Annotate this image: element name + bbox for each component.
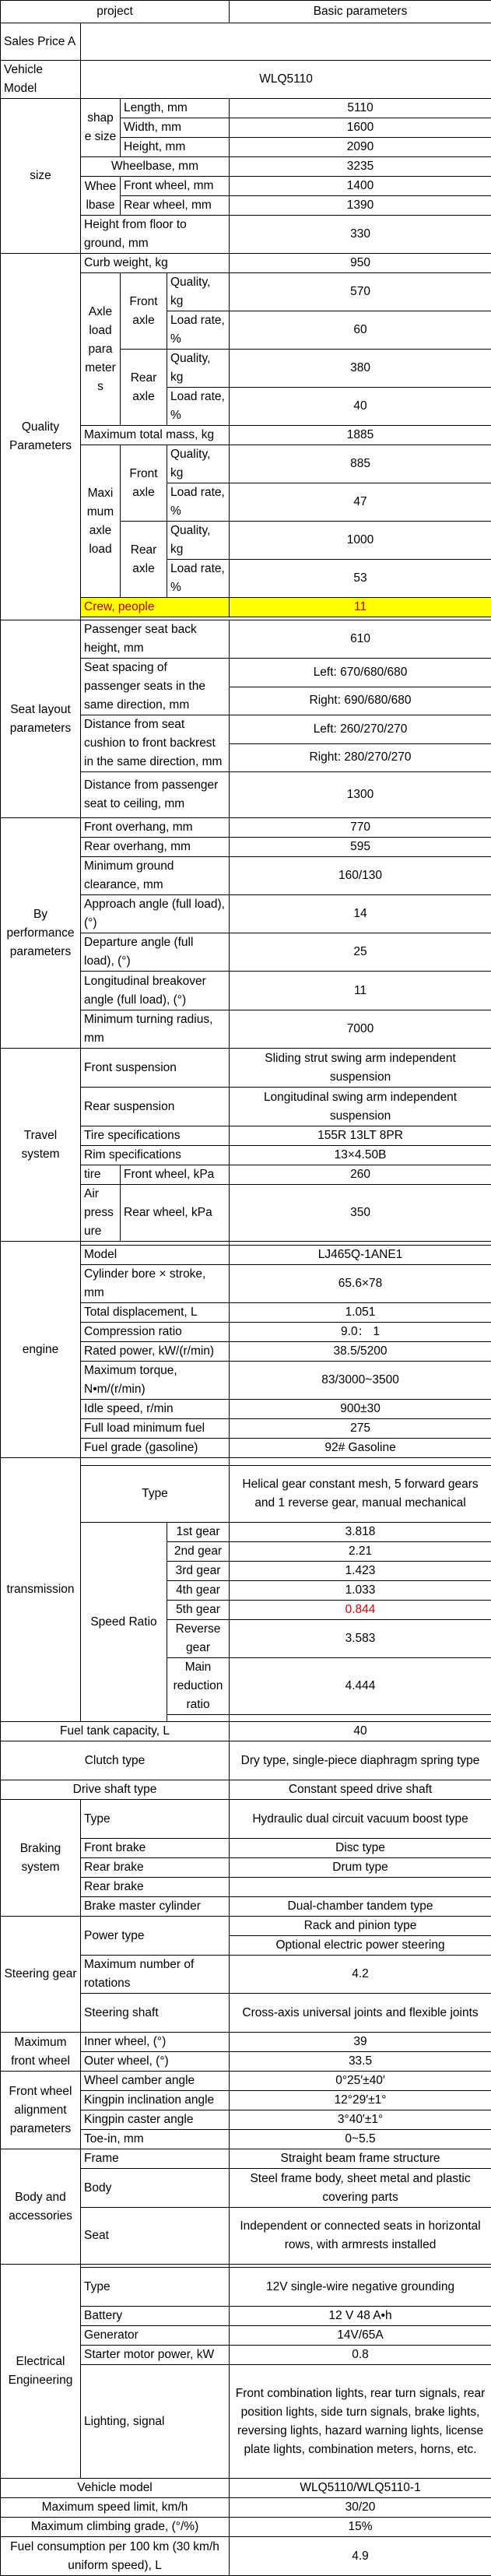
frame-row [1,2149,491,2169]
width-value: 1600 [230,118,491,138]
ceiling-label: Distance from passenger seat to ceiling, mm [81,772,230,818]
length-label: Length, mm [121,99,230,118]
trans-spacer-row [1,1458,491,1466]
axle-front-label: Front axle [121,273,167,350]
generator-value: 14V/65A [230,2326,491,2346]
kingpin-inc-label: Kingpin inclination angle [81,2091,230,2110]
load-rate-label: Load rate, % [167,388,230,426]
cushion-left: Left: 260/270/270 [230,715,491,744]
crew-label: Crew, people [81,598,230,617]
floor-label: Height from floor to ground, mm [81,216,230,254]
header-basic: Basic parameters [230,1,491,23]
seat-back-value: 610 [230,620,491,659]
clutch-row [1,1741,491,1780]
body-section-label: Body and accessories [1,2149,81,2265]
curb-label: Curb weight, kg [81,254,230,273]
height-label: Height, mm [121,138,230,157]
clearance-label: Minimum ground clearance, mm [81,857,230,895]
gear5-value: 0.844 [230,1601,491,1620]
rear-susp-label: Rear suspension [81,1088,230,1126]
seat-back-label: Passenger seat back height, mm [81,620,230,659]
vehicle-model-value: WLQ5110 [81,61,491,99]
front-kpa-label: Front wheel, kPa [121,1165,230,1185]
front-wheel-value: 1400 [230,177,491,196]
rear-kpa-value: 350 [230,1185,491,1242]
max-front-q-value: 885 [230,445,491,483]
starter-label: Starter motor power, kW [81,2346,230,2365]
ceiling-value: 1300 [230,772,491,818]
axle-rear-q-value: 380 [230,350,491,388]
gear3-label: 3rd gear [167,1562,230,1581]
wheelbase-label: Wheelbase, mm [81,157,230,177]
brake-type-row [1,1800,491,1839]
front-over-row [1,818,491,838]
seat-back-row [1,620,491,659]
height-value: 2090 [230,138,491,157]
seat-spacing-right: Right: 690/680/680 [230,687,491,715]
rotations-label: Maximum number of rotations [81,1956,230,1994]
power-value: 38.5/5200 [230,1342,491,1362]
fuel-tank-label: Fuel tank capacity, L [1,1722,230,1741]
performance-section-label: By performance parameters [1,818,81,1049]
max-total-label: Maximum total mass, kg [81,426,230,445]
idle-value: 900±30 [230,1400,491,1419]
camber-label: Wheel camber angle [81,2072,230,2091]
seat-spacing-left: Left: 670/680/680 [230,659,491,687]
battery-label: Battery [81,2307,230,2326]
steer-shaft-label: Steering shaft [81,1994,230,2033]
track-label: Wheelbase [81,177,121,216]
quality-kg-label: Quality, kg [167,445,230,483]
master-cyl-value: Dual-chamber tandem type [230,1897,491,1917]
battery-value: 12 V 48 A•h [230,2307,491,2326]
generator-label: Generator [81,2326,230,2346]
curb-value: 950 [230,254,491,273]
axle-rear-r-value: 40 [230,388,491,426]
axle-front-r-value: 60 [230,311,491,350]
trans-type-value: Helical gear constant mesh, 5 forward gears and 1 reverse gear, manual mechanical [230,1466,491,1523]
breakover-label: Longitudinal breakover angle (full load), (°) [81,972,230,1010]
outer-wheel-label: Outer wheel, (°) [81,2052,230,2072]
comp-value: 9.0： 1 [230,1323,491,1342]
size-section-label: size [1,99,81,254]
vehicle-model-label: Vehicle Model [1,61,81,99]
drive-shaft-row [1,1780,491,1800]
rim-label: Rim specifications [81,1146,230,1165]
fuel-cons-value: 4.9 [230,2537,491,2576]
power-label: Rated power, kW/(r/min) [81,1342,230,1362]
load-rate-label: Load rate, % [167,483,230,522]
electrical-section-label: Electrical Engineering [1,2265,81,2479]
bore-label: Cylinder bore × stroke, mm [81,1265,230,1303]
quality-section-label: Quality Parameters [1,254,81,620]
front-over-value: 770 [230,818,491,838]
steer-shaft-value: Cross-axis universal joints and flexible joints [230,1994,491,2033]
fuel-tank-value: 40 [230,1722,491,1741]
front-brake-label: Front brake [81,1839,230,1858]
gear3-value: 1.423 [230,1562,491,1581]
load-rate-label: Load rate, % [167,560,230,598]
front-wheel-label: Front wheel, mm [121,177,230,196]
seat-body-value: Independent or connected seats in horizontal rows, with armrests installed [230,2208,491,2265]
speed-row [1,2498,491,2518]
steer-power-value-1: Rack and pinion type [230,1917,491,1936]
clutch-label: Clutch type [1,1741,230,1780]
rear-wheel-label: Rear wheel, mm [121,196,230,216]
front-susp-label: Front suspension [81,1049,230,1088]
fuel-tank-row [1,1722,491,1741]
starter-value: 0.8 [230,2346,491,2365]
max-front-r-value: 47 [230,483,491,522]
toe-value: 0~5.5 [230,2130,491,2149]
alignment-section-label: Front wheel alignment parameters [1,2072,81,2149]
rim-value: 13×4.50B [230,1146,491,1165]
vehicle-model-row [1,61,491,99]
lighting-value: Front combination lights, rear turn signals, rear position lights, side turn signals, brake lights, reversing lights, hazard warning lights, license plate lights, combination meters, horns, etc. [230,2365,491,2479]
inner-wheel-row [1,2033,491,2052]
gear4-label: 4th gear [167,1581,230,1601]
tire-label: tire [81,1165,121,1185]
disp-label: Total displacement, L [81,1303,230,1323]
rear-wheel-value: 1390 [230,196,491,216]
size-length-row [1,99,491,118]
braking-section-label: Braking system [1,1800,81,1917]
climb-label: Maximum climbing grade, (°/%) [1,2518,230,2537]
body-label: Body [81,2169,230,2208]
rear-over-label: Rear overhang, mm [81,838,230,857]
max-rear-axle-label: Rear axle [121,522,167,598]
shape-size-label: shape size [81,99,121,157]
outer-wheel-value: 33.5 [230,2052,491,2072]
gear1-value: 3.818 [230,1523,491,1542]
fuel-cons-row [1,2537,491,2576]
speed-value: 30/20 [230,2498,491,2518]
travel-section-label: Travel system [1,1049,81,1242]
turning-label: Minimum turning radius, mm [81,1010,230,1049]
header-project: project [1,1,230,23]
rotations-value: 4.2 [230,1956,491,1994]
trans-type-label: Type [81,1466,230,1523]
breakover-value: 11 [230,972,491,1010]
front-kpa-value: 260 [230,1165,491,1185]
tire-spec-value: 155R 13LT 8PR [230,1126,491,1146]
approach-label: Approach angle (full load), (°) [81,895,230,933]
quality-kg-label: Quality, kg [167,522,230,560]
gear4-value: 1.033 [230,1581,491,1601]
steering-section-label: Steering gear [1,1917,81,2033]
frame-label: Frame [81,2149,230,2169]
transmission-section-label: transmission [1,1458,81,1722]
gear2-value: 2.21 [230,1542,491,1562]
trans-spacer2-b [230,1715,491,1722]
caster-value: 3°40′±1° [230,2110,491,2130]
steer-power-row1 [1,1917,491,1936]
clutch-value: Dry type, single-piece diaphragm spring type [230,1741,491,1780]
tire-spec-label: Tire specifications [81,1126,230,1146]
axle-load-label: Axle load parameters [81,273,121,426]
kingpin-inc-value: 12°29′±1° [230,2091,491,2110]
toe-label: Toe-in, mm [81,2130,230,2149]
drive-shaft-value: Constant speed drive shaft [230,1780,491,1800]
brake-type-value: Hydraulic dual circuit vacuum boost type [230,1800,491,1839]
rear-kpa-label: Rear wheel, kPa [121,1185,230,1242]
main-reduction-value: 4.444 [230,1658,491,1715]
axle-rear-label: Rear axle [121,350,167,426]
climb-row [1,2518,491,2537]
front-over-label: Front overhang, mm [81,818,230,838]
reverse-value: 3.583 [230,1620,491,1658]
max-rear-q-value: 1000 [230,522,491,560]
rear-brake-label: Rear brake [81,1858,230,1878]
trans-spacer-b [230,1458,491,1466]
bore-value: 65.6×78 [230,1265,491,1303]
idle-label: Idle speed, r/min [81,1400,230,1419]
rear-brake2-value [230,1878,491,1897]
main-reduction-label: Main reduction ratio [167,1658,230,1715]
front-susp-value: Sliding strut swing arm independent suspension [230,1049,491,1088]
header-row [1,1,491,23]
disp-value: 1.051 [230,1303,491,1323]
footer-model-label: Vehicle model [1,2479,230,2498]
rear-over-value: 595 [230,838,491,857]
cushion-label: Distance from seat cushion to front backrest in the same direction, mm [81,715,230,772]
max-axle-label: Maximum axle load [81,445,121,598]
frame-value: Straight beam frame structure [230,2149,491,2169]
trans-spacer-a [81,1458,230,1466]
speed-label: Maximum speed limit, km/h [1,2498,230,2518]
cushion-right: Right: 280/270/270 [230,743,491,772]
max-front-axle-label: Front axle [121,445,167,522]
departure-value: 25 [230,933,491,972]
max-rear-r-value: 53 [230,560,491,598]
seat-section-label: Seat layout parameters [1,620,81,818]
reverse-label: Reverse gear [167,1620,230,1658]
caster-label: Kingpin caster angle [81,2110,230,2130]
speed-ratio-label: Speed Ratio [81,1523,167,1722]
sales-price-value [81,23,491,61]
steer-power-label: Power type [81,1917,230,1956]
rear-susp-value: Longitudinal swing arm independent suspension [230,1088,491,1126]
inner-wheel-label: Inner wheel, (°) [81,2033,230,2052]
seat-body-label: Seat [81,2208,230,2265]
body-value: Steel frame body, sheet metal and plastic covering parts [230,2169,491,2208]
axle-front-q-value: 570 [230,273,491,311]
footer-model-row [1,2479,491,2498]
max-wheel-section-label: Maximum front wheel [1,2033,81,2072]
departure-label: Departure angle (full load), (°) [81,933,230,972]
trans-spacer2-a [167,1715,230,1722]
quality-kg-label: Quality, kg [167,273,230,311]
climb-value: 15% [230,2518,491,2537]
width-label: Width, mm [121,118,230,138]
quality-kg-label: Quality, kg [167,350,230,388]
front-susp-row [1,1049,491,1088]
sales-price-row [1,23,491,61]
gear1-label: 1st gear [167,1523,230,1542]
floor-value: 330 [230,216,491,254]
brake-type-label: Type [81,1800,230,1839]
fuel-cons-label: Fuel consumption per 100 km (30 km/h uniform speed), L [1,2537,230,2576]
steer-power-value-2: Optional electric power steering [230,1936,491,1956]
load-rate-label: Load rate, % [167,311,230,350]
elec-type-label: Type [81,2268,230,2307]
rear-brake-value: Drum type [230,1858,491,1878]
crew-value: 11 [230,598,491,617]
approach-value: 14 [230,895,491,933]
drive-shaft-label: Drive shaft type [1,1780,230,1800]
gear2-label: 2nd gear [167,1542,230,1562]
curb-row [1,254,491,273]
seat-spacing-label: Seat spacing of passenger seats in the same direction, mm [81,659,230,715]
engine-section-label: engine [1,1242,81,1458]
inner-wheel-value: 39 [230,2033,491,2052]
length-value: 5110 [230,99,491,118]
max-total-value: 1885 [230,426,491,445]
torque-label: Maximum torque, N•m/(r/min) [81,1362,230,1400]
footer-model-value: WLQ5110/WLQ5110-1 [230,2479,491,2498]
fuel-min-label: Full load minimum fuel [81,1419,230,1439]
clearance-value: 160/130 [230,857,491,895]
grade-value: 92# Gasoline [230,1439,491,1458]
air-pressure-label: Air pressure [81,1185,121,1242]
rear-brake2-label: Rear brake [81,1878,230,1897]
engine-model-label: Model [81,1246,230,1265]
camber-row [1,2072,491,2091]
gear5-label: 5th gear [167,1601,230,1620]
master-cyl-label: Brake master cylinder [81,1897,230,1917]
fuel-min-value: 275 [230,1419,491,1439]
grade-label: Fuel grade (gasoline) [81,1439,230,1458]
torque-value: 83/3000~3500 [230,1362,491,1400]
front-brake-value: Disc type [230,1839,491,1858]
turning-value: 7000 [230,1010,491,1049]
comp-label: Compression ratio [81,1323,230,1342]
camber-value: 0°25′±40′ [230,2072,491,2091]
sales-price-label: Sales Price A [1,23,81,61]
engine-model-value: LJ465Q-1ANE1 [230,1246,491,1265]
wheelbase-value: 3235 [230,157,491,177]
elec-type-value: 12V single-wire negative grounding [230,2268,491,2307]
lighting-label: Lighting, signal [81,2365,230,2479]
